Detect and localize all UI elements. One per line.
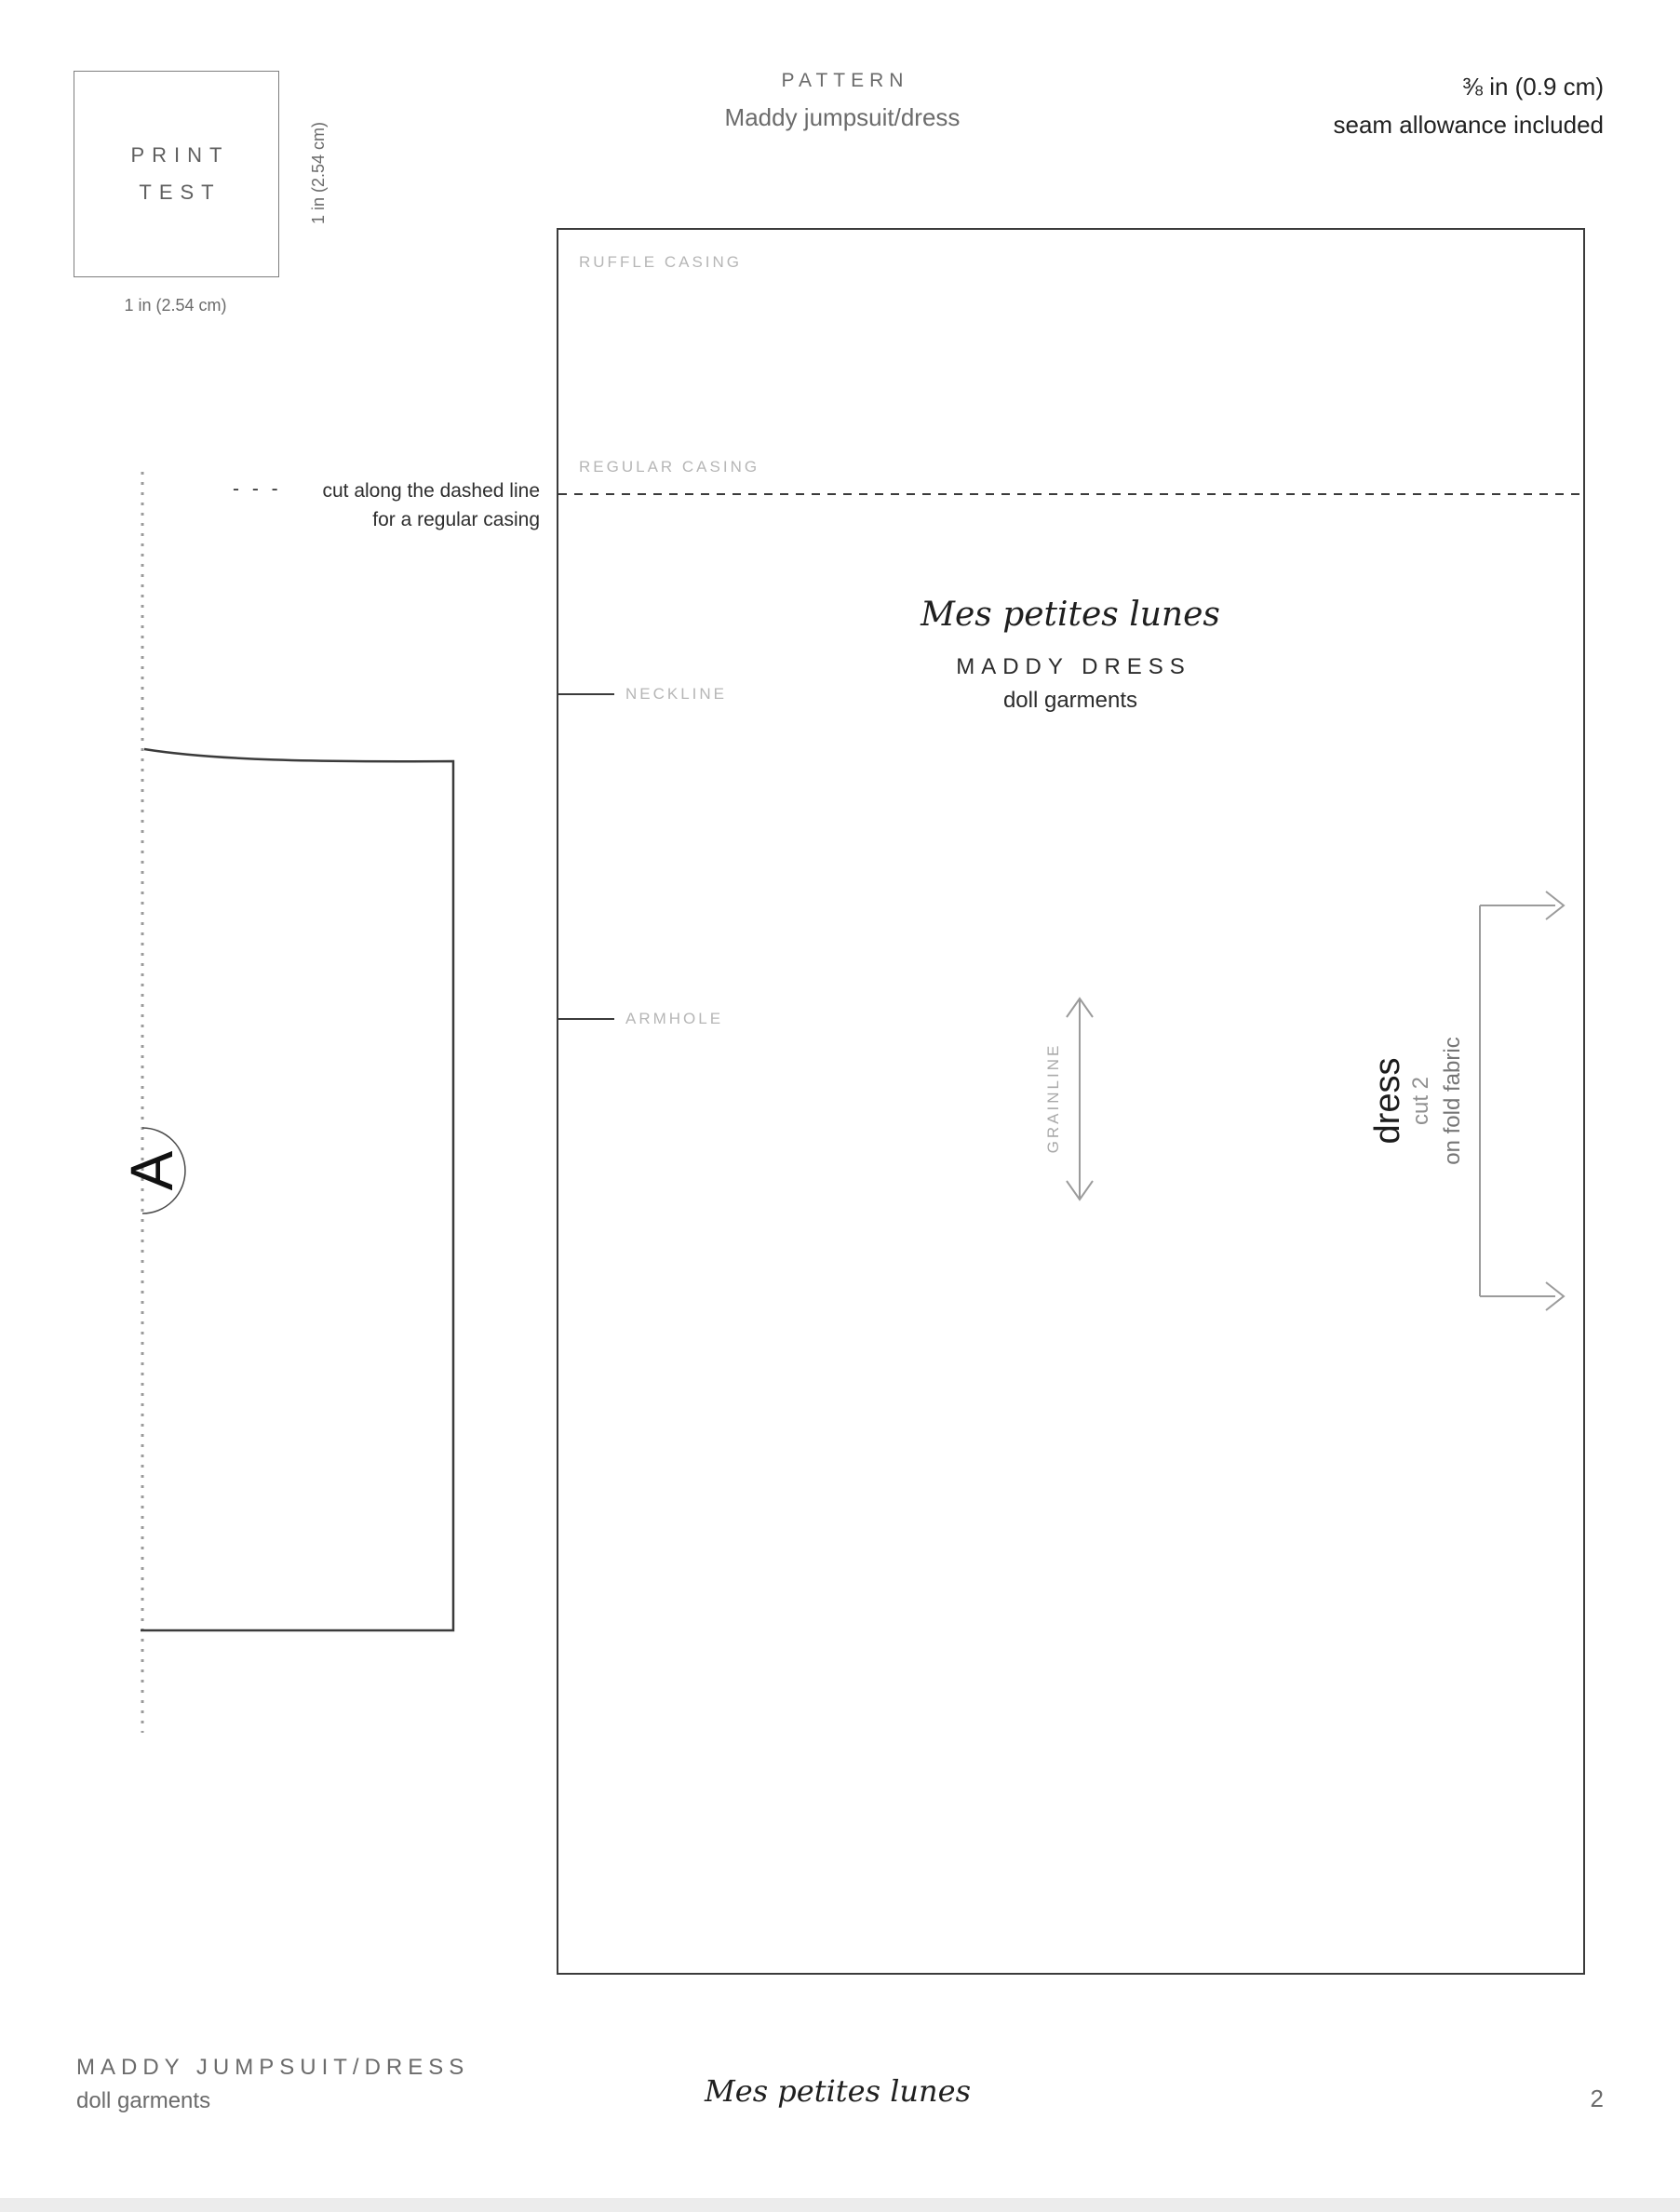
center-branding xyxy=(838,596,1303,714)
bottom-edge-strip xyxy=(0,2198,1680,2212)
header-right xyxy=(1092,73,1604,140)
print-test-height-label-wrap xyxy=(216,121,421,225)
grainline-label: GRAINLINE xyxy=(1044,1042,1062,1154)
footer-subtitle: doll garments xyxy=(76,2088,211,2113)
neckline-label: NECKLINE xyxy=(625,685,728,703)
print-test-line1: PRINT xyxy=(130,143,230,167)
piece-subtitle: doll garments xyxy=(1002,688,1138,713)
seam-allowance-value: ⅜ in (0.9 cm) xyxy=(1462,73,1604,101)
cut-quantity-rotated: cut 2 xyxy=(1408,1076,1433,1126)
fold-fabric-rotated: on fold fabric xyxy=(1440,1037,1465,1165)
piece-marker-letter: A xyxy=(118,1150,185,1191)
casing-note-dashes: - - - xyxy=(233,478,282,500)
fold-bracket xyxy=(1475,884,1578,1321)
piece-name-rotated: dress xyxy=(1368,1057,1407,1145)
casing-note-line1: cut along the dashed line xyxy=(322,480,540,502)
page-number: 2 xyxy=(1590,2085,1604,2112)
print-test-width-label: 1 in (2.54 cm) xyxy=(124,296,227,315)
pattern-name: Maddy jumpsuit/dress xyxy=(724,103,961,131)
side-piece-outline xyxy=(84,461,484,1754)
pattern-label: PATTERN xyxy=(781,70,909,91)
footer-title: MADDY JUMPSUIT/DRESS xyxy=(76,2055,470,2080)
neckline-tick xyxy=(557,693,614,695)
ruffle-casing-label: RUFFLE CASING xyxy=(579,253,743,271)
armhole-tick xyxy=(557,1018,614,1020)
regular-casing-label: REGULAR CASING xyxy=(579,458,760,476)
piece-title: MADDY DRESS xyxy=(956,654,1191,679)
brand-script-text: Mes petites lunes xyxy=(921,596,1220,634)
armhole-label: ARMHOLE xyxy=(625,1010,724,1027)
seam-allowance-note: seam allowance included xyxy=(1333,111,1604,139)
regular-casing-dashed-line xyxy=(558,493,1585,495)
print-test-height-label: 1 in (2.54 cm) xyxy=(309,121,328,225)
header-center xyxy=(610,70,1075,132)
casing-note-line2: for a regular casing xyxy=(372,509,540,530)
footer-brand-script: Mes petites lunes xyxy=(704,2073,971,2109)
print-test-line2: TEST xyxy=(139,181,222,204)
